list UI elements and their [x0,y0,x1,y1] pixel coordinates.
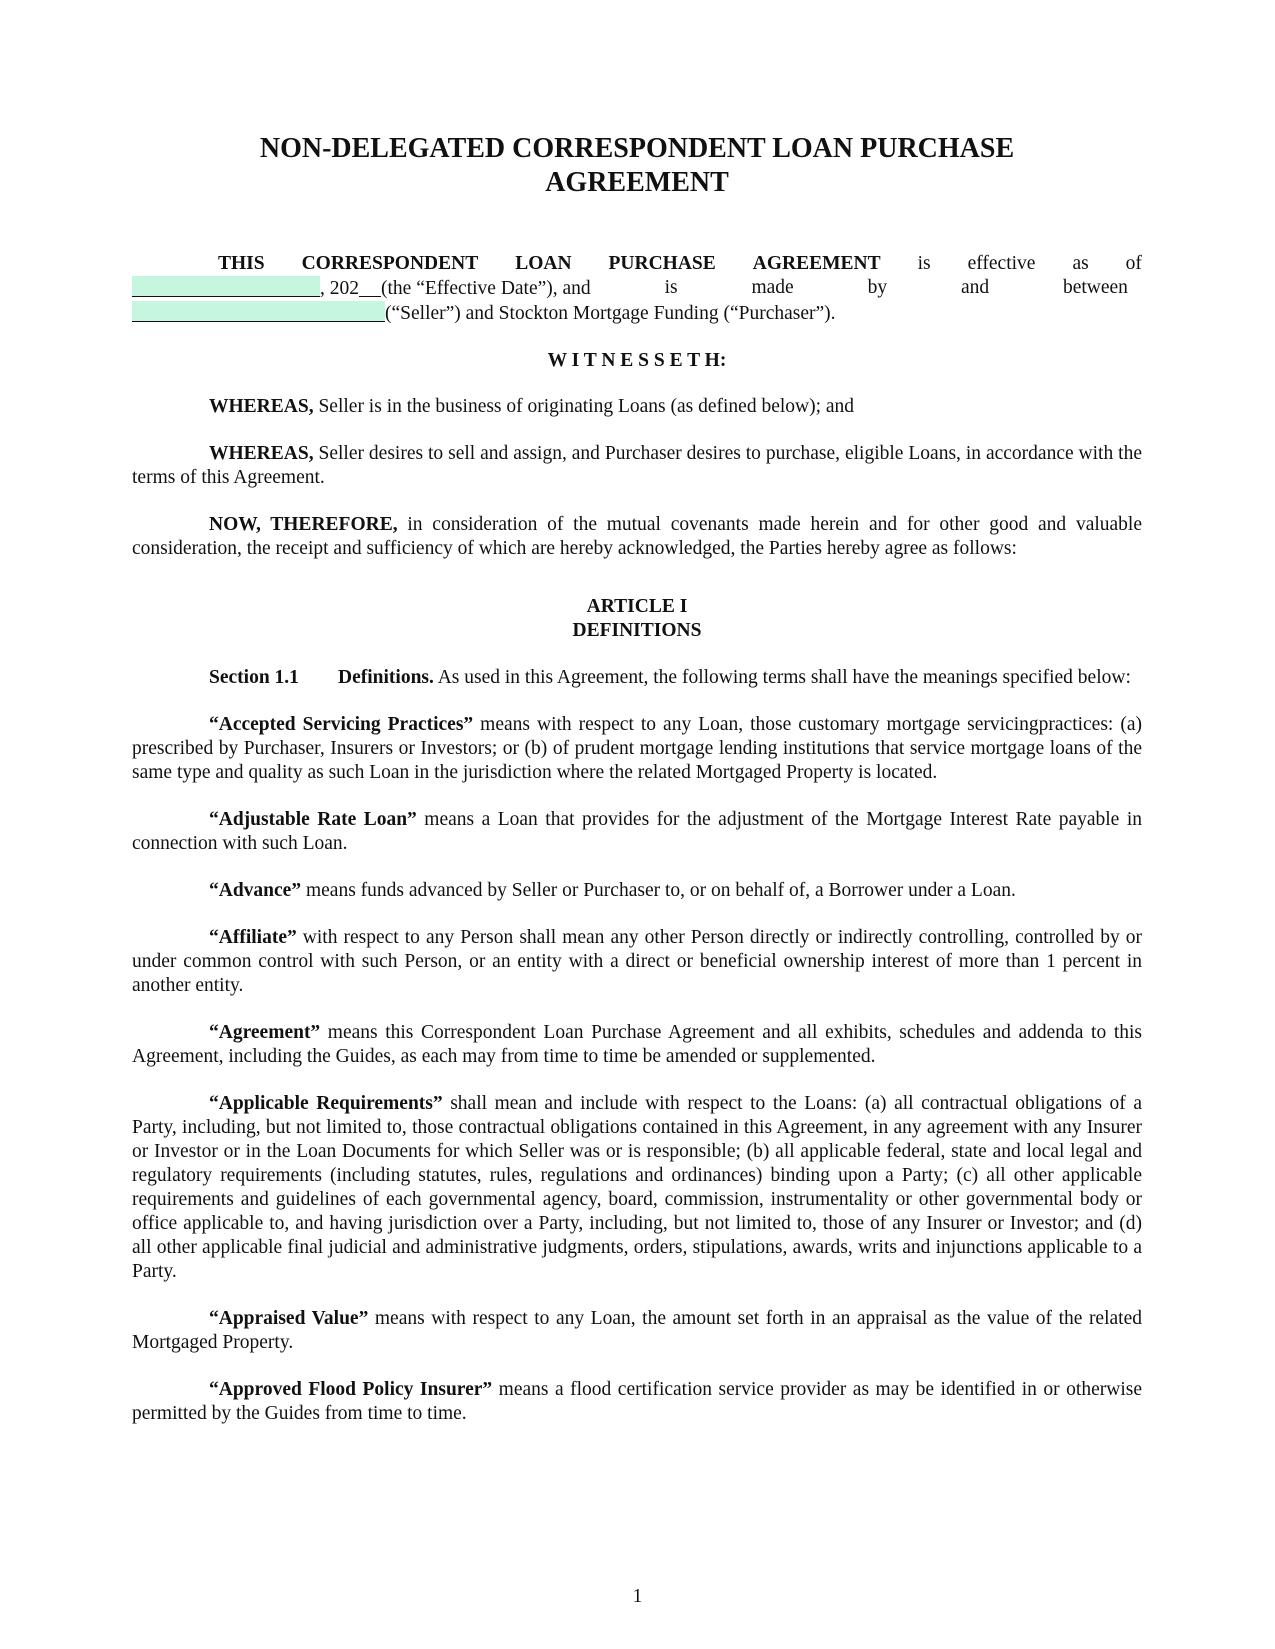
article-number: ARTICLE I [586,596,688,617]
definition-text: means a Loan that provides for the adjustment of the Mortgage Interest Rate payable in connection with such Loan. [132,809,1142,854]
definition-text: means with respect to any Loan, the amount set forth in an appraisal as the value of the related Mortgaged Property. [132,1308,1142,1353]
intro-word: is [917,253,931,274]
intro-word: LOAN [515,253,572,274]
year-prefix: , 202 [320,278,359,299]
definition-text: means a flood certification service provider as may be identified in or otherwise permitted by the Guides from time to time. [132,1379,1142,1424]
definition-item [132,1378,1142,1426]
intro-word: between [1062,277,1128,298]
definition-text: means this Correspondent Loan Purchase Agreement and all exhibits, schedules and addenda to this Agreement, including the Guides, as each may from time to time be amended or supplemented. [132,1022,1142,1067]
intro-word: CORRESPONDENT [301,253,479,274]
section-title: Definitions. [338,667,434,688]
year-suffix-field[interactable] [359,278,381,297]
parties-text: (“Seller”) and Stockton Mortgage Funding (“Purchaser”). [385,303,836,324]
definition-item [132,713,1142,785]
intro-word: as [1072,253,1089,274]
intro-word: AGREEMENT [752,253,881,274]
definition-item [132,926,1142,998]
recital-paragraph: WHEREAS, Seller desires to sell and assign, and Purchaser desires to purchase, eligible Loans, in accordance with the terms of this Agreement. [132,443,1142,488]
intro-word: by [867,277,888,298]
definition-item [132,879,1142,903]
definition-term: “Applicable Requirements” [209,1093,443,1114]
seller-name-field[interactable] [132,301,385,322]
definition-term: “Affiliate” [209,927,297,948]
document-title [132,132,1142,200]
definition-text: with respect to any Person shall mean any other Person directly or indirectly controlling, controlled by or under common control with such Person, or an entity with a direct or beneficial ownership interest of more than 1 percent in another entity. [132,927,1142,996]
recital-paragraph: WHEREAS, Seller is in the business of originating Loans (as defined below); and [209,396,855,417]
definition-item [132,1307,1142,1355]
intro-paragraph [132,252,1142,326]
document-body [132,132,1142,1426]
intro-word: THIS [218,253,265,274]
intro-word: and [960,277,990,298]
section-text: As used in this Agreement, the following terms shall have the meanings specified below: [433,667,1131,688]
definition-text: shall mean and include with respect to the Loans: (a) all contractual obligations of a Party, including, but not limited to, those contractual obligations contained in this Agreement, in any agreement with any Insurer or Investor or in the Loan Documents for which Seller was or is responsible; (b) all applicable federal, state and local legal and regulatory requirements (including statutes, rules, regulations and ordinances) binding upon a Party; (c) all other applicable requirements and guidelines of each governmental agency, board, commission, instrumentality or other governmental body or office applicable to, and having jurisdiction over a Party, including, but not limited to, those of any Insurer or Investor; and (d) all other applicable final judicial and administrative judgments, orders, stipulations, awards, writs and injunctions applicable to a Party. [132,1093,1143,1282]
page-number: 1 [632,1586,643,1607]
section-number: Section 1.1 [209,667,299,688]
definition-item [132,808,1142,856]
title-line-2: AGREEMENT [545,167,729,198]
intro-word: of [1125,253,1142,274]
definition-term: “Agreement” [209,1022,321,1043]
article-name: DEFINITIONS [572,620,702,641]
intro-word: is [664,277,678,298]
definition-item [132,1092,1142,1284]
definition-term: “Advance” [209,880,302,901]
section-heading [132,666,1142,690]
intro-word: effective [967,253,1036,274]
definition-term: “Accepted Servicing Practices” [209,714,474,735]
article-heading [132,595,1142,643]
effective-date-field[interactable] [132,276,320,297]
definition-item [132,1021,1142,1069]
definition-text: means with respect to any Loan, those customary mortgage servicingpractices: (a) prescribed by Purchaser, Insurers or Investors; or (b) of prudent mortgage lending institutions that service mortgage loans of the same type and quality as such Loan in the jurisdiction where the related Mortgaged Property is located. [132,714,1142,783]
title-line-1: NON-DELEGATED CORRESPONDENT LOAN PURCHASE [259,133,1015,164]
recital-paragraph: NOW, THEREFORE, in consideration of the mutual covenants made herein and for other good and valuable consideration, the receipt and sufficiency of which are hereby acknowledged, the Parties hereby agree as follows: [132,514,1142,559]
intro-word: made [751,277,794,298]
definition-term: “Approved Flood Policy Insurer” [209,1379,493,1400]
effective-date-label: (the “Effective Date”), and [381,278,591,299]
definition-term: “Appraised Value” [209,1308,369,1329]
definition-text: means funds advanced by Seller or Purchaser to, or on behalf of, a Borrower under a Loan. [301,880,1016,901]
witnesseth-heading: W I T N E S S E T H: [547,350,727,371]
intro-word: PURCHASE [608,253,716,274]
definition-term: “Adjustable Rate Loan” [209,809,417,830]
